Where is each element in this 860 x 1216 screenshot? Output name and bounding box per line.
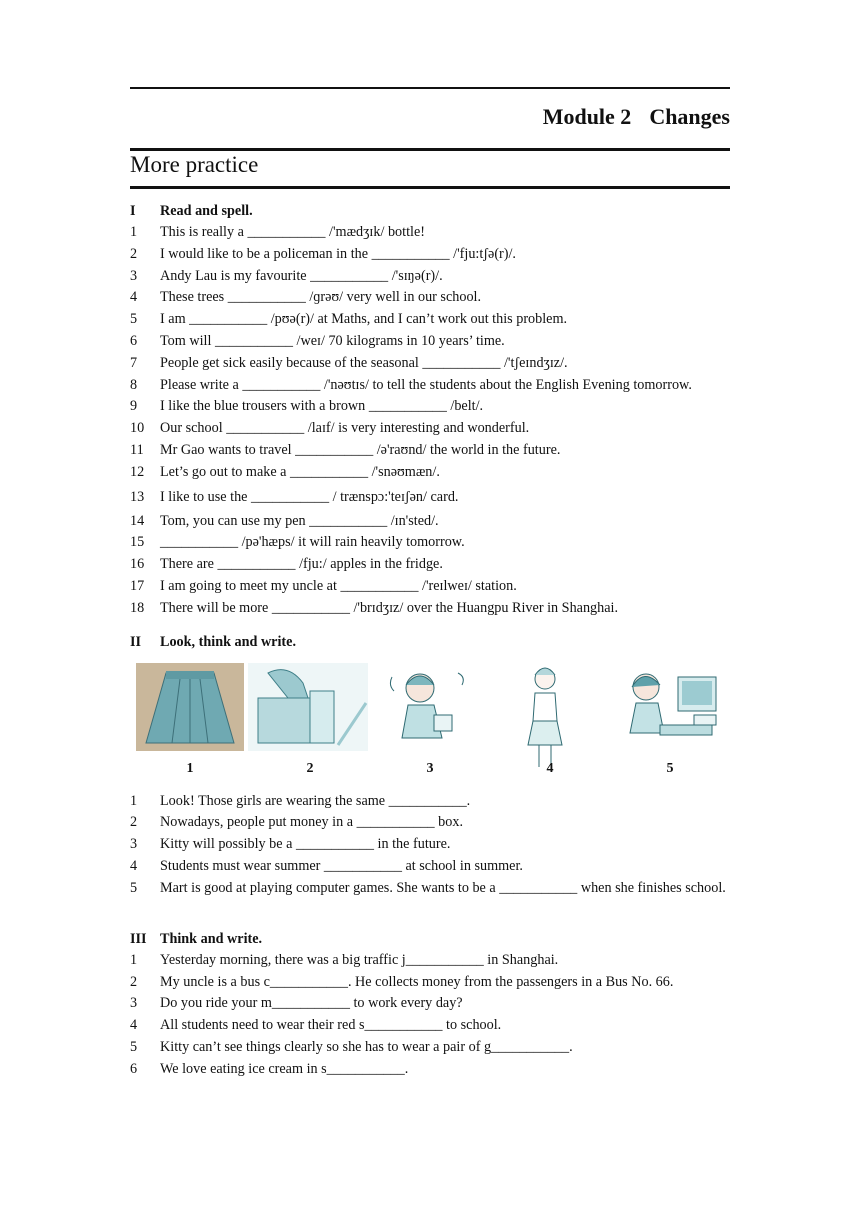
- item-sentence: People get sick easily because of the seasonal ___________ /'tʃeɪndʒɪz/.: [160, 354, 568, 371]
- item-number: 16: [130, 556, 145, 573]
- exercise-item: [130, 791, 730, 813]
- picture-label: 4: [546, 760, 554, 776]
- section-rule: [130, 186, 730, 189]
- item-number: 10: [130, 420, 145, 437]
- item-number: 4: [130, 1017, 138, 1034]
- exercise-item: [130, 1037, 730, 1059]
- item-sentence: These trees ___________ /ɡrəʊ/ very well in our school.: [160, 289, 482, 306]
- section-title: More practice: [130, 152, 259, 177]
- item-number: 5: [130, 1038, 138, 1055]
- picture-label: 2: [306, 760, 314, 776]
- item-number: 2: [130, 245, 138, 262]
- exercise-item: [130, 554, 730, 576]
- item-sentence: Students must wear summer ___________ at school in summer.: [160, 857, 523, 874]
- exercise-item: [130, 598, 730, 620]
- item-sentence: My uncle is a bus c___________. He collects money from the passengers in a Bus No. 66.: [160, 973, 674, 990]
- girl-computer-picture: [624, 663, 718, 751]
- item-sentence: Andy Lau is my favourite ___________ /'sɪŋə(r)/.: [160, 267, 443, 284]
- item-number: 11: [130, 441, 144, 458]
- item-sentence: I am going to meet my uncle at ___________ /'reɪlweɪ/ station.: [160, 577, 517, 594]
- item-number: 9: [130, 398, 138, 415]
- item-number: 18: [130, 599, 145, 616]
- picture-label: 3: [426, 760, 434, 776]
- item-sentence: Nowadays, people put money in a ___________ box.: [160, 814, 464, 831]
- exercise-item: [130, 812, 730, 834]
- module-number: Module 2: [542, 104, 632, 129]
- item-sentence: Kitty can’t see things clearly so she has to wear a pair of g___________.: [160, 1038, 573, 1055]
- exercise-item: [130, 266, 730, 288]
- item-sentence: Kitty will possibly be a ___________ in the future.: [160, 836, 451, 853]
- item-number: 15: [130, 534, 145, 551]
- section-number: II: [130, 633, 142, 650]
- item-number: 4: [130, 857, 138, 874]
- item-sentence: This is really a ___________ /'mædʒɪk/ bottle!: [160, 224, 425, 240]
- item-number: 3: [130, 995, 138, 1012]
- item-number: 1: [130, 792, 138, 809]
- girl-doctor-picture: [388, 663, 470, 751]
- exercise-item: [130, 309, 730, 331]
- item-sentence: Let’s go out to make a ___________ /'snəʊmæn/.: [160, 463, 440, 480]
- item-number: 17: [130, 577, 145, 594]
- item-number: 3: [130, 267, 138, 284]
- item-number: 4: [130, 289, 138, 306]
- item-sentence: Yesterday morning, there was a big traffic j___________ in Shanghai.: [160, 951, 559, 968]
- section-heading: [130, 928, 730, 950]
- module-title: [543, 104, 730, 130]
- exercise-item: [130, 222, 730, 244]
- item-number: 8: [130, 376, 138, 393]
- exercise-item: [130, 331, 730, 353]
- picture-label: 5: [666, 760, 674, 776]
- item-sentence: Look! Those girls are wearing the same ___________.: [160, 792, 471, 809]
- item-sentence: Our school ___________ /laɪf/ is very interesting and wonderful.: [160, 420, 530, 437]
- item-number: 12: [130, 463, 145, 480]
- item-sentence: Mr Gao wants to travel ___________ /ə'raʊnd/ the world in the future.: [160, 441, 561, 458]
- module-topic: Changes: [649, 104, 730, 129]
- picture-label: 1: [186, 760, 194, 776]
- item-number: 1: [130, 224, 138, 240]
- exercise-item: [130, 576, 730, 598]
- exercise-item: [130, 856, 730, 878]
- item-sentence: I would like to be a policeman in the ___________ /'fju:tʃə(r)/.: [160, 245, 516, 262]
- item-number: 6: [130, 1060, 138, 1077]
- item-sentence: Tom, you can use my pen ___________ /ɪn'sted/.: [160, 512, 439, 529]
- exercise-item: [130, 353, 730, 375]
- exercise-item: [130, 511, 730, 533]
- exercise-item: [130, 462, 730, 484]
- think-and-write-list: [130, 950, 730, 1081]
- title-rule: [130, 148, 730, 151]
- item-sentence: I am ___________ /pʊə(r)/ at Maths, and I can’t work out this problem.: [160, 311, 568, 328]
- item-number: 5: [130, 879, 138, 896]
- item-number: 5: [130, 311, 138, 328]
- item-sentence: Tom will ___________ /weɪ/ 70 kilograms in 10 years’ time.: [160, 332, 505, 349]
- item-sentence: ___________ /pə'hæps/ it will rain heavily tomorrow.: [160, 534, 465, 551]
- read-and-spell-list: [130, 222, 730, 620]
- item-sentence: All students need to wear their red s___________ to school.: [160, 1017, 502, 1034]
- exercise-item: [130, 878, 730, 922]
- item-number: 7: [130, 354, 138, 371]
- exercise-item: [130, 1015, 730, 1037]
- exercise-item: [130, 1059, 730, 1081]
- item-number: 13: [130, 488, 145, 505]
- section-heading: [130, 631, 730, 653]
- item-sentence: Mart is good at playing computer games. She wants to be a ___________ when she finishes school.: [160, 879, 726, 896]
- item-number: 2: [130, 814, 138, 831]
- item-sentence: Please write a ___________ /'nəʊtɪs/ to tell the students about the English Evening tomorrow.: [160, 376, 692, 393]
- item-number: 6: [130, 332, 138, 349]
- exercise-item: [130, 396, 730, 418]
- item-number: 1: [130, 951, 138, 968]
- exercise-item: [130, 484, 730, 511]
- item-sentence: There are ___________ /fju:/ apples in the fridge.: [160, 556, 443, 573]
- exercise-item: [130, 972, 730, 994]
- exercise-item: [130, 287, 730, 309]
- item-number: 2: [130, 973, 138, 990]
- section-instruction: Read and spell.: [160, 203, 253, 219]
- skirt-picture: [136, 663, 244, 751]
- picture-row: [130, 653, 730, 791]
- girl-uniform-picture: [520, 663, 570, 773]
- exercise-item: [130, 418, 730, 440]
- item-sentence: There will be more ___________ /'brɪdʒɪz/ over the Huangpu River in Shanghai.: [160, 599, 619, 616]
- item-sentence: We love eating ice cream in s___________.: [160, 1060, 409, 1077]
- look-think-write-list: [130, 791, 730, 922]
- exercise-item: [130, 950, 730, 972]
- item-number: 3: [130, 836, 138, 853]
- exercise-item: [130, 440, 730, 462]
- exercise-item: [130, 834, 730, 856]
- exercise-item: [130, 375, 730, 397]
- section-instruction: Think and write.: [160, 930, 263, 947]
- exercise-item: [130, 244, 730, 266]
- item-sentence: I like the blue trousers with a brown ___________ /belt/.: [160, 398, 484, 415]
- section-number: III: [130, 930, 147, 947]
- section-number: I: [130, 203, 136, 219]
- item-sentence: I like to use the ___________ / trænspɔ:'teɪʃən/ card.: [160, 488, 459, 505]
- exercise-item: [130, 532, 730, 554]
- section-instruction: Look, think and write.: [160, 633, 296, 650]
- exercise-content: [130, 200, 730, 1081]
- top-rule: [130, 87, 730, 89]
- section-heading: [130, 200, 730, 222]
- item-sentence: Do you ride your m___________ to work every day?: [160, 995, 463, 1012]
- money-box-picture: [248, 663, 368, 751]
- item-number: 14: [130, 512, 145, 529]
- exercise-item: [130, 993, 730, 1015]
